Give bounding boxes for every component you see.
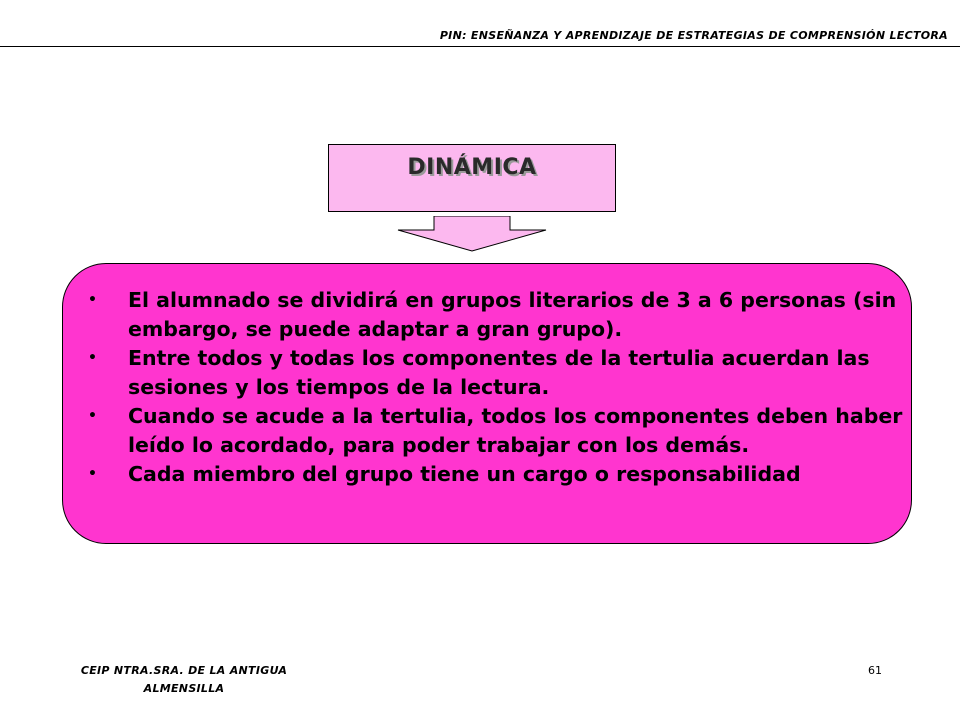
- page-number: 61: [868, 664, 882, 677]
- bullet-icon: •: [88, 466, 97, 482]
- list-item: [86, 402, 906, 460]
- list-item-text: Cada miembro del grupo tiene un cargo o responsabilidad: [128, 462, 801, 486]
- document-header: PIN: ENSEÑANZA Y APRENDIZAJE DE ESTRATEGIAS DE COMPRENSIÓN LECTORA: [439, 29, 948, 42]
- header-divider: [0, 46, 960, 47]
- down-arrow-icon: [396, 216, 548, 252]
- footer-school-line1: CEIP NTRA.SRA. DE LA ANTIGUA: [80, 664, 288, 677]
- list-item-text: Cuando se acude a la tertulia, todos los componentes deben haber leído lo acordado, para poder trabajar con los demás.: [128, 404, 903, 457]
- list-item-text: Entre todos y todas los componentes de la tertulia acuerdan las sesiones y los tiempos de la lectura.: [128, 346, 870, 399]
- list-item: [86, 286, 906, 344]
- footer-school-line2: ALMENSILLA: [143, 682, 225, 695]
- list-item: [86, 344, 906, 402]
- bullet-icon: •: [88, 292, 97, 308]
- list-item-text: El alumnado se dividirá en grupos literarios de 3 a 6 personas (sin embargo, se puede adaptar a gran grupo).: [128, 288, 897, 341]
- list-item: [86, 460, 906, 489]
- title-box: [328, 144, 616, 212]
- footer-school: [50, 662, 318, 698]
- slide-title: DINÁMICA: [407, 155, 537, 180]
- bullet-list: [86, 286, 906, 489]
- bullet-icon: •: [88, 350, 97, 366]
- bullet-icon: •: [88, 408, 97, 424]
